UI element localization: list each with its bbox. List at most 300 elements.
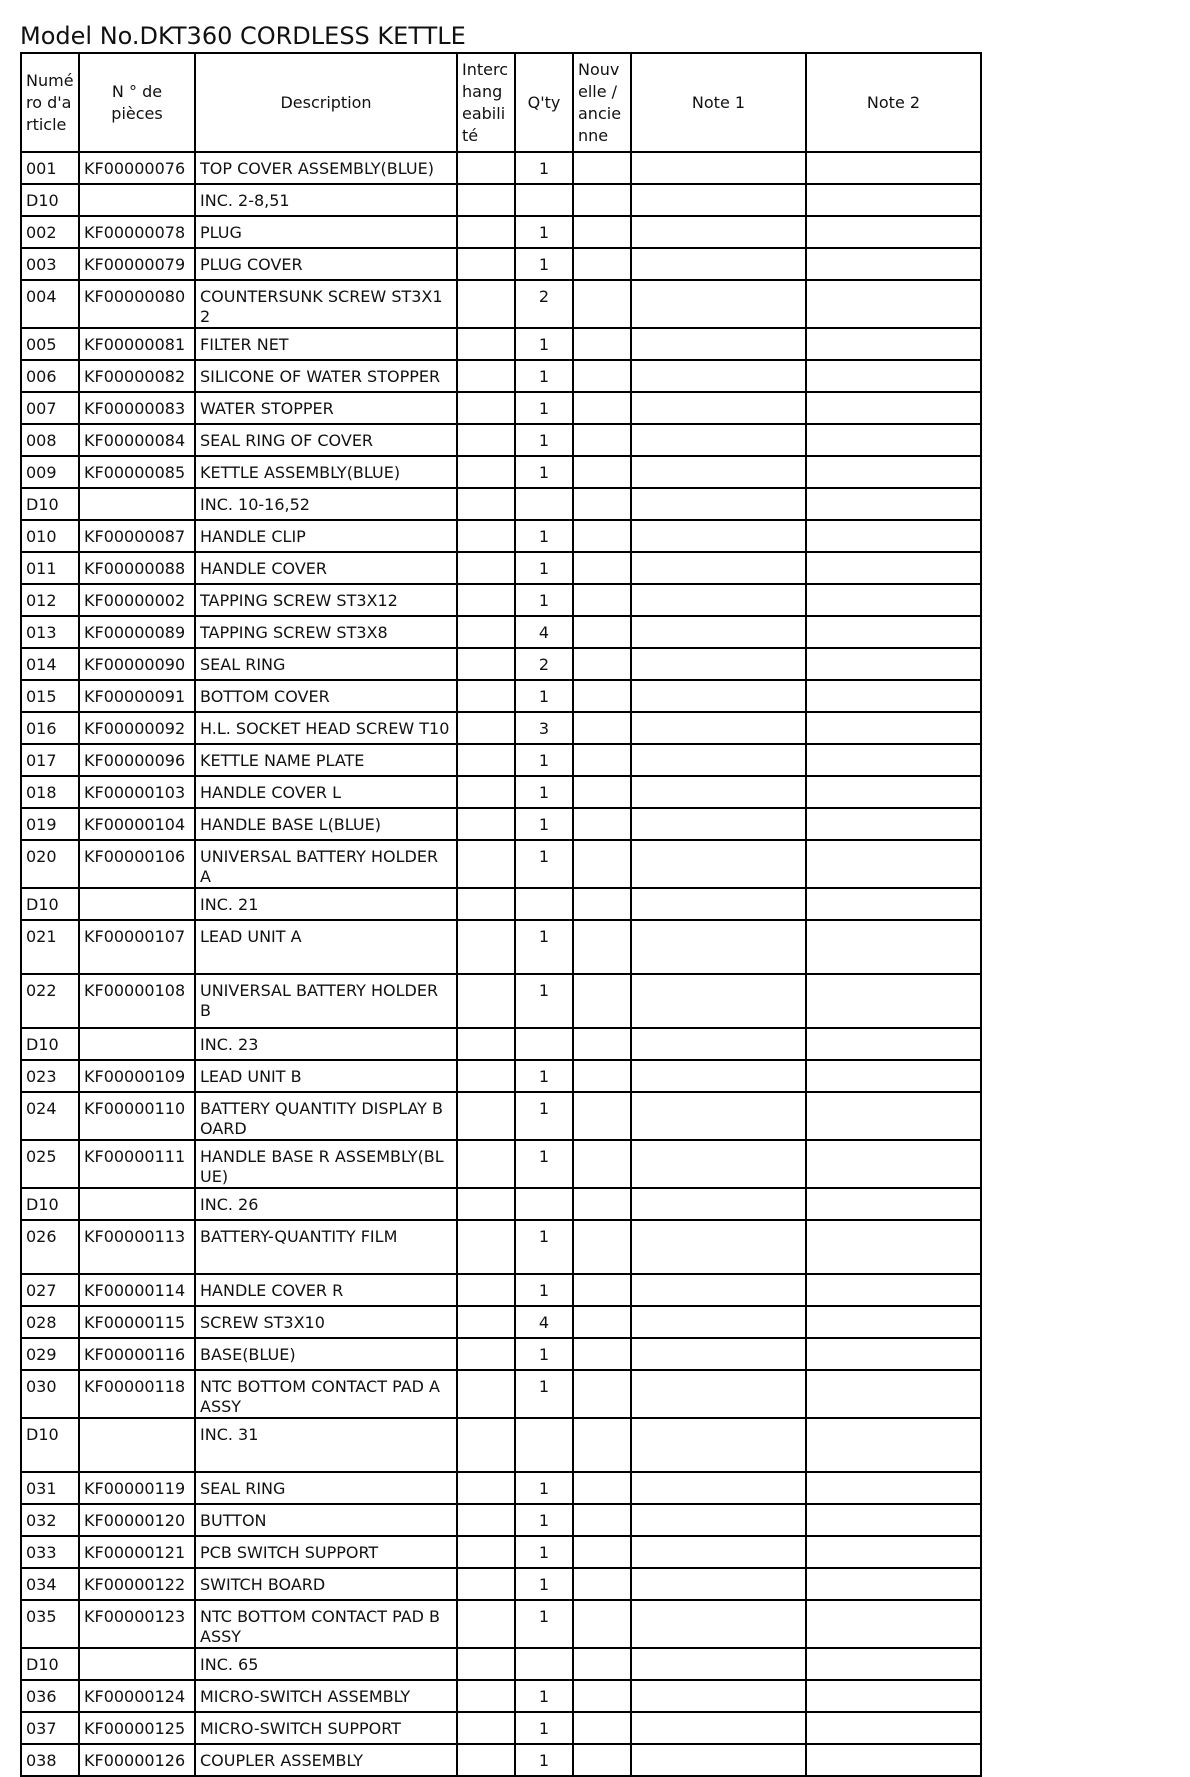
qty-cell: 1 bbox=[515, 1600, 573, 1648]
table-row bbox=[21, 584, 981, 616]
interchangeability-cell bbox=[457, 840, 515, 888]
description-cell: BATTERY QUANTITY DISPLAY BOARD bbox=[195, 1092, 457, 1140]
table-row bbox=[21, 1472, 981, 1504]
note-1-cell bbox=[631, 840, 806, 888]
note-2-cell bbox=[806, 648, 981, 680]
new-old-cell bbox=[573, 1680, 631, 1712]
interchangeability-cell bbox=[457, 552, 515, 584]
item-no-cell: 029 bbox=[21, 1338, 79, 1370]
note-2-cell bbox=[806, 1536, 981, 1568]
item-no-cell: D10 bbox=[21, 1648, 79, 1680]
interchangeability-cell bbox=[457, 712, 515, 744]
item-no-cell: 018 bbox=[21, 776, 79, 808]
new-old-cell bbox=[573, 1600, 631, 1648]
description-cell: BASE(BLUE) bbox=[195, 1338, 457, 1370]
qty-cell: 1 bbox=[515, 584, 573, 616]
note-1-cell bbox=[631, 488, 806, 520]
qty-cell: 1 bbox=[515, 1092, 573, 1140]
new-old-cell bbox=[573, 1648, 631, 1680]
interchangeability-cell bbox=[457, 1306, 515, 1338]
interchangeability-cell bbox=[457, 280, 515, 328]
qty-cell: 1 bbox=[515, 1220, 573, 1274]
qty-cell: 1 bbox=[515, 1536, 573, 1568]
part-no-cell: KF00000085 bbox=[79, 456, 195, 488]
table-row bbox=[21, 152, 981, 184]
new-old-cell bbox=[573, 648, 631, 680]
description-cell: HANDLE COVER L bbox=[195, 776, 457, 808]
description-cell: SILICONE OF WATER STOPPER bbox=[195, 360, 457, 392]
note-2-cell bbox=[806, 216, 981, 248]
table-row bbox=[21, 1536, 981, 1568]
description-cell: INC. 23 bbox=[195, 1028, 457, 1060]
interchangeability-cell bbox=[457, 888, 515, 920]
description-cell: INC. 31 bbox=[195, 1418, 457, 1472]
interchangeability-cell bbox=[457, 1274, 515, 1306]
note-2-cell bbox=[806, 1472, 981, 1504]
table-row bbox=[21, 248, 981, 280]
description-cell: MICRO-SWITCH SUPPORT bbox=[195, 1712, 457, 1744]
part-no-cell bbox=[79, 1418, 195, 1472]
table-row bbox=[21, 974, 981, 1028]
item-no-cell: D10 bbox=[21, 1028, 79, 1060]
parts-table bbox=[20, 52, 982, 1777]
item-no-cell: 035 bbox=[21, 1600, 79, 1648]
qty-cell: 1 bbox=[515, 1680, 573, 1712]
table-row bbox=[21, 1060, 981, 1092]
description-cell: H.L. SOCKET HEAD SCREW T10 bbox=[195, 712, 457, 744]
note-1-cell bbox=[631, 1274, 806, 1306]
item-no-cell: 009 bbox=[21, 456, 79, 488]
part-no-cell: KF00000084 bbox=[79, 424, 195, 456]
new-old-cell bbox=[573, 974, 631, 1028]
qty-cell: 1 bbox=[515, 1060, 573, 1092]
qty-cell: 1 bbox=[515, 1744, 573, 1776]
table-row bbox=[21, 1306, 981, 1338]
interchangeability-cell bbox=[457, 1744, 515, 1776]
qty-cell: 1 bbox=[515, 392, 573, 424]
interchangeability-cell bbox=[457, 1680, 515, 1712]
new-old-cell bbox=[573, 1092, 631, 1140]
description-cell: SEAL RING bbox=[195, 1472, 457, 1504]
interchangeability-cell bbox=[457, 184, 515, 216]
item-no-cell: 030 bbox=[21, 1370, 79, 1418]
item-no-cell: 017 bbox=[21, 744, 79, 776]
qty-cell: 4 bbox=[515, 1306, 573, 1338]
table-row bbox=[21, 840, 981, 888]
qty-cell bbox=[515, 184, 573, 216]
note-2-cell bbox=[806, 1092, 981, 1140]
note-2-cell bbox=[806, 1188, 981, 1220]
item-no-cell: D10 bbox=[21, 1418, 79, 1472]
new-old-cell bbox=[573, 1504, 631, 1536]
note-1-cell bbox=[631, 152, 806, 184]
interchangeability-cell bbox=[457, 1140, 515, 1188]
qty-cell: 1 bbox=[515, 680, 573, 712]
note-2-cell bbox=[806, 584, 981, 616]
description-cell: HANDLE COVER bbox=[195, 552, 457, 584]
table-row bbox=[21, 808, 981, 840]
qty-cell: 1 bbox=[515, 424, 573, 456]
item-no-cell: 013 bbox=[21, 616, 79, 648]
qty-cell: 1 bbox=[515, 840, 573, 888]
item-no-cell: D10 bbox=[21, 1188, 79, 1220]
table-row bbox=[21, 712, 981, 744]
qty-cell: 1 bbox=[515, 1504, 573, 1536]
note-2-cell bbox=[806, 456, 981, 488]
new-old-cell bbox=[573, 360, 631, 392]
part-no-cell bbox=[79, 488, 195, 520]
table-row bbox=[21, 1140, 981, 1188]
note-2-cell bbox=[806, 248, 981, 280]
item-no-cell: 024 bbox=[21, 1092, 79, 1140]
part-no-cell: KF00000087 bbox=[79, 520, 195, 552]
description-cell: MICRO-SWITCH ASSEMBLY bbox=[195, 1680, 457, 1712]
new-old-cell bbox=[573, 1370, 631, 1418]
new-old-cell bbox=[573, 1028, 631, 1060]
note-1-cell bbox=[631, 184, 806, 216]
header-new-old: Nouvelle / ancienne bbox=[573, 53, 631, 152]
item-no-cell: 006 bbox=[21, 360, 79, 392]
table-row bbox=[21, 648, 981, 680]
item-no-cell: 016 bbox=[21, 712, 79, 744]
table-row bbox=[21, 1338, 981, 1370]
header-description: Description bbox=[195, 53, 457, 152]
note-2-cell bbox=[806, 1600, 981, 1648]
interchangeability-cell bbox=[457, 584, 515, 616]
description-cell: HANDLE COVER R bbox=[195, 1274, 457, 1306]
item-no-cell: 019 bbox=[21, 808, 79, 840]
part-no-cell: KF00000079 bbox=[79, 248, 195, 280]
note-1-cell bbox=[631, 520, 806, 552]
description-cell: INC. 21 bbox=[195, 888, 457, 920]
note-2-cell bbox=[806, 1504, 981, 1536]
description-cell: TAPPING SCREW ST3X12 bbox=[195, 584, 457, 616]
table-row bbox=[21, 360, 981, 392]
header-qty: Q'ty bbox=[515, 53, 573, 152]
note-2-cell bbox=[806, 1306, 981, 1338]
table-row bbox=[21, 1092, 981, 1140]
note-1-cell bbox=[631, 1338, 806, 1370]
new-old-cell bbox=[573, 152, 631, 184]
note-1-cell bbox=[631, 392, 806, 424]
note-1-cell bbox=[631, 1472, 806, 1504]
table-row bbox=[21, 520, 981, 552]
part-no-cell: KF00000082 bbox=[79, 360, 195, 392]
qty-cell: 2 bbox=[515, 648, 573, 680]
part-no-cell: KF00000121 bbox=[79, 1536, 195, 1568]
item-no-cell: D10 bbox=[21, 888, 79, 920]
item-no-cell: 012 bbox=[21, 584, 79, 616]
note-1-cell bbox=[631, 1536, 806, 1568]
note-1-cell bbox=[631, 974, 806, 1028]
part-no-cell: KF00000090 bbox=[79, 648, 195, 680]
part-no-cell: KF00000088 bbox=[79, 552, 195, 584]
description-cell: FILTER NET bbox=[195, 328, 457, 360]
interchangeability-cell bbox=[457, 1338, 515, 1370]
description-cell: UNIVERSAL BATTERY HOLDER B bbox=[195, 974, 457, 1028]
table-row bbox=[21, 488, 981, 520]
table-row bbox=[21, 1028, 981, 1060]
interchangeability-cell bbox=[457, 1712, 515, 1744]
part-no-cell: KF00000096 bbox=[79, 744, 195, 776]
note-1-cell bbox=[631, 648, 806, 680]
new-old-cell bbox=[573, 1306, 631, 1338]
item-no-cell: 010 bbox=[21, 520, 79, 552]
header-part-no: N ° de pièces bbox=[79, 53, 195, 152]
interchangeability-cell bbox=[457, 1370, 515, 1418]
part-no-cell: KF00000124 bbox=[79, 1680, 195, 1712]
new-old-cell bbox=[573, 184, 631, 216]
note-2-cell bbox=[806, 1274, 981, 1306]
note-2-cell bbox=[806, 888, 981, 920]
qty-cell: 1 bbox=[515, 456, 573, 488]
qty-cell: 1 bbox=[515, 1338, 573, 1370]
table-row bbox=[21, 1712, 981, 1744]
description-cell: PCB SWITCH SUPPORT bbox=[195, 1536, 457, 1568]
interchangeability-cell bbox=[457, 648, 515, 680]
note-2-cell bbox=[806, 974, 981, 1028]
note-1-cell bbox=[631, 216, 806, 248]
part-no-cell: KF00000092 bbox=[79, 712, 195, 744]
part-no-cell: KF00000083 bbox=[79, 392, 195, 424]
note-2-cell bbox=[806, 776, 981, 808]
header-note-2: Note 2 bbox=[806, 53, 981, 152]
new-old-cell bbox=[573, 808, 631, 840]
qty-cell: 1 bbox=[515, 360, 573, 392]
note-1-cell bbox=[631, 248, 806, 280]
qty-cell: 1 bbox=[515, 152, 573, 184]
interchangeability-cell bbox=[457, 616, 515, 648]
note-1-cell bbox=[631, 1600, 806, 1648]
new-old-cell bbox=[573, 840, 631, 888]
item-no-cell: 014 bbox=[21, 648, 79, 680]
part-no-cell: KF00000122 bbox=[79, 1568, 195, 1600]
interchangeability-cell bbox=[457, 520, 515, 552]
note-2-cell bbox=[806, 184, 981, 216]
table-row bbox=[21, 1274, 981, 1306]
item-no-cell: 022 bbox=[21, 974, 79, 1028]
interchangeability-cell bbox=[457, 1504, 515, 1536]
new-old-cell bbox=[573, 488, 631, 520]
table-row bbox=[21, 920, 981, 974]
item-no-cell: D10 bbox=[21, 184, 79, 216]
qty-cell: 1 bbox=[515, 776, 573, 808]
table-row bbox=[21, 424, 981, 456]
part-no-cell: KF00000091 bbox=[79, 680, 195, 712]
description-cell: TAPPING SCREW ST3X8 bbox=[195, 616, 457, 648]
item-no-cell: 003 bbox=[21, 248, 79, 280]
table-row bbox=[21, 1418, 981, 1472]
item-no-cell: 005 bbox=[21, 328, 79, 360]
qty-cell: 1 bbox=[515, 552, 573, 584]
part-no-cell bbox=[79, 184, 195, 216]
note-2-cell bbox=[806, 1648, 981, 1680]
note-2-cell bbox=[806, 712, 981, 744]
interchangeability-cell bbox=[457, 360, 515, 392]
item-no-cell: 036 bbox=[21, 1680, 79, 1712]
item-no-cell: D10 bbox=[21, 488, 79, 520]
qty-cell: 1 bbox=[515, 1472, 573, 1504]
item-no-cell: 037 bbox=[21, 1712, 79, 1744]
table-row bbox=[21, 1744, 981, 1776]
new-old-cell bbox=[573, 520, 631, 552]
description-cell: SEAL RING OF COVER bbox=[195, 424, 457, 456]
part-no-cell: KF00000104 bbox=[79, 808, 195, 840]
note-2-cell bbox=[806, 360, 981, 392]
part-no-cell: KF00000126 bbox=[79, 1744, 195, 1776]
note-2-cell bbox=[806, 1680, 981, 1712]
new-old-cell bbox=[573, 328, 631, 360]
table-row bbox=[21, 280, 981, 328]
note-1-cell bbox=[631, 280, 806, 328]
description-cell: HANDLE CLIP bbox=[195, 520, 457, 552]
part-no-cell: KF00000078 bbox=[79, 216, 195, 248]
new-old-cell bbox=[573, 216, 631, 248]
note-2-cell bbox=[806, 1744, 981, 1776]
table-row bbox=[21, 1188, 981, 1220]
qty-cell bbox=[515, 1418, 573, 1472]
qty-cell: 1 bbox=[515, 744, 573, 776]
description-cell: NTC BOTTOM CONTACT PAD A ASSY bbox=[195, 1370, 457, 1418]
note-1-cell bbox=[631, 1028, 806, 1060]
part-no-cell: KF00000089 bbox=[79, 616, 195, 648]
page-title: Model No.DKT360 CORDLESS KETTLE bbox=[20, 22, 466, 50]
note-1-cell bbox=[631, 776, 806, 808]
description-cell: TOP COVER ASSEMBLY(BLUE) bbox=[195, 152, 457, 184]
part-no-cell: KF00000113 bbox=[79, 1220, 195, 1274]
table-row bbox=[21, 776, 981, 808]
description-cell: HANDLE BASE R ASSEMBLY(BLUE) bbox=[195, 1140, 457, 1188]
interchangeability-cell bbox=[457, 216, 515, 248]
parts-table-container bbox=[20, 52, 980, 1770]
item-no-cell: 025 bbox=[21, 1140, 79, 1188]
table-row bbox=[21, 1370, 981, 1418]
description-cell: INC. 65 bbox=[195, 1648, 457, 1680]
part-no-cell: KF00000125 bbox=[79, 1712, 195, 1744]
interchangeability-cell bbox=[457, 776, 515, 808]
description-cell: NTC BOTTOM CONTACT PAD B ASSY bbox=[195, 1600, 457, 1648]
interchangeability-cell bbox=[457, 488, 515, 520]
description-cell: WATER STOPPER bbox=[195, 392, 457, 424]
interchangeability-cell bbox=[457, 1536, 515, 1568]
new-old-cell bbox=[573, 1338, 631, 1370]
note-2-cell bbox=[806, 616, 981, 648]
interchangeability-cell bbox=[457, 1418, 515, 1472]
table-row bbox=[21, 1220, 981, 1274]
table-row bbox=[21, 888, 981, 920]
qty-cell: 1 bbox=[515, 1370, 573, 1418]
part-no-cell: KF00000081 bbox=[79, 328, 195, 360]
qty-cell: 1 bbox=[515, 974, 573, 1028]
description-cell: KETTLE NAME PLATE bbox=[195, 744, 457, 776]
new-old-cell bbox=[573, 1188, 631, 1220]
interchangeability-cell bbox=[457, 424, 515, 456]
new-old-cell bbox=[573, 552, 631, 584]
note-1-cell bbox=[631, 1744, 806, 1776]
item-no-cell: 001 bbox=[21, 152, 79, 184]
header-note-1: Note 1 bbox=[631, 53, 806, 152]
note-2-cell bbox=[806, 424, 981, 456]
part-no-cell: KF00000120 bbox=[79, 1504, 195, 1536]
new-old-cell bbox=[573, 776, 631, 808]
interchangeability-cell bbox=[457, 920, 515, 974]
new-old-cell bbox=[573, 584, 631, 616]
table-body bbox=[21, 152, 981, 1776]
part-no-cell: KF00000080 bbox=[79, 280, 195, 328]
table-header-row bbox=[21, 53, 981, 152]
item-no-cell: 027 bbox=[21, 1274, 79, 1306]
part-no-cell: KF00000123 bbox=[79, 1600, 195, 1648]
item-no-cell: 011 bbox=[21, 552, 79, 584]
note-1-cell bbox=[631, 552, 806, 584]
note-2-cell bbox=[806, 152, 981, 184]
note-1-cell bbox=[631, 1568, 806, 1600]
note-1-cell bbox=[631, 616, 806, 648]
note-2-cell bbox=[806, 920, 981, 974]
qty-cell: 1 bbox=[515, 1274, 573, 1306]
note-1-cell bbox=[631, 456, 806, 488]
description-cell: PLUG COVER bbox=[195, 248, 457, 280]
note-1-cell bbox=[631, 1188, 806, 1220]
new-old-cell bbox=[573, 1712, 631, 1744]
qty-cell: 1 bbox=[515, 520, 573, 552]
interchangeability-cell bbox=[457, 1600, 515, 1648]
table-row bbox=[21, 680, 981, 712]
part-no-cell: KF00000115 bbox=[79, 1306, 195, 1338]
interchangeability-cell bbox=[457, 1188, 515, 1220]
note-2-cell bbox=[806, 488, 981, 520]
table-row bbox=[21, 1504, 981, 1536]
interchangeability-cell bbox=[457, 1060, 515, 1092]
part-no-cell: KF00000116 bbox=[79, 1338, 195, 1370]
qty-cell: 1 bbox=[515, 1140, 573, 1188]
interchangeability-cell bbox=[457, 744, 515, 776]
new-old-cell bbox=[573, 1418, 631, 1472]
part-no-cell: KF00000002 bbox=[79, 584, 195, 616]
new-old-cell bbox=[573, 280, 631, 328]
note-1-cell bbox=[631, 584, 806, 616]
item-no-cell: 032 bbox=[21, 1504, 79, 1536]
qty-cell: 1 bbox=[515, 1712, 573, 1744]
note-1-cell bbox=[631, 888, 806, 920]
note-1-cell bbox=[631, 424, 806, 456]
qty-cell: 3 bbox=[515, 712, 573, 744]
part-no-cell: KF00000076 bbox=[79, 152, 195, 184]
part-no-cell: KF00000106 bbox=[79, 840, 195, 888]
table-row bbox=[21, 1680, 981, 1712]
qty-cell: 1 bbox=[515, 216, 573, 248]
note-1-cell bbox=[631, 712, 806, 744]
qty-cell bbox=[515, 888, 573, 920]
table-row bbox=[21, 392, 981, 424]
note-1-cell bbox=[631, 1092, 806, 1140]
qty-cell: 1 bbox=[515, 328, 573, 360]
item-no-cell: 015 bbox=[21, 680, 79, 712]
description-cell: INC. 26 bbox=[195, 1188, 457, 1220]
new-old-cell bbox=[573, 1140, 631, 1188]
item-no-cell: 008 bbox=[21, 424, 79, 456]
description-cell: INC. 2-8,51 bbox=[195, 184, 457, 216]
interchangeability-cell bbox=[457, 808, 515, 840]
note-2-cell bbox=[806, 680, 981, 712]
note-2-cell bbox=[806, 1140, 981, 1188]
note-2-cell bbox=[806, 1418, 981, 1472]
note-2-cell bbox=[806, 1712, 981, 1744]
description-cell: SCREW ST3X10 bbox=[195, 1306, 457, 1338]
table-row bbox=[21, 552, 981, 584]
part-no-cell bbox=[79, 888, 195, 920]
note-1-cell bbox=[631, 328, 806, 360]
